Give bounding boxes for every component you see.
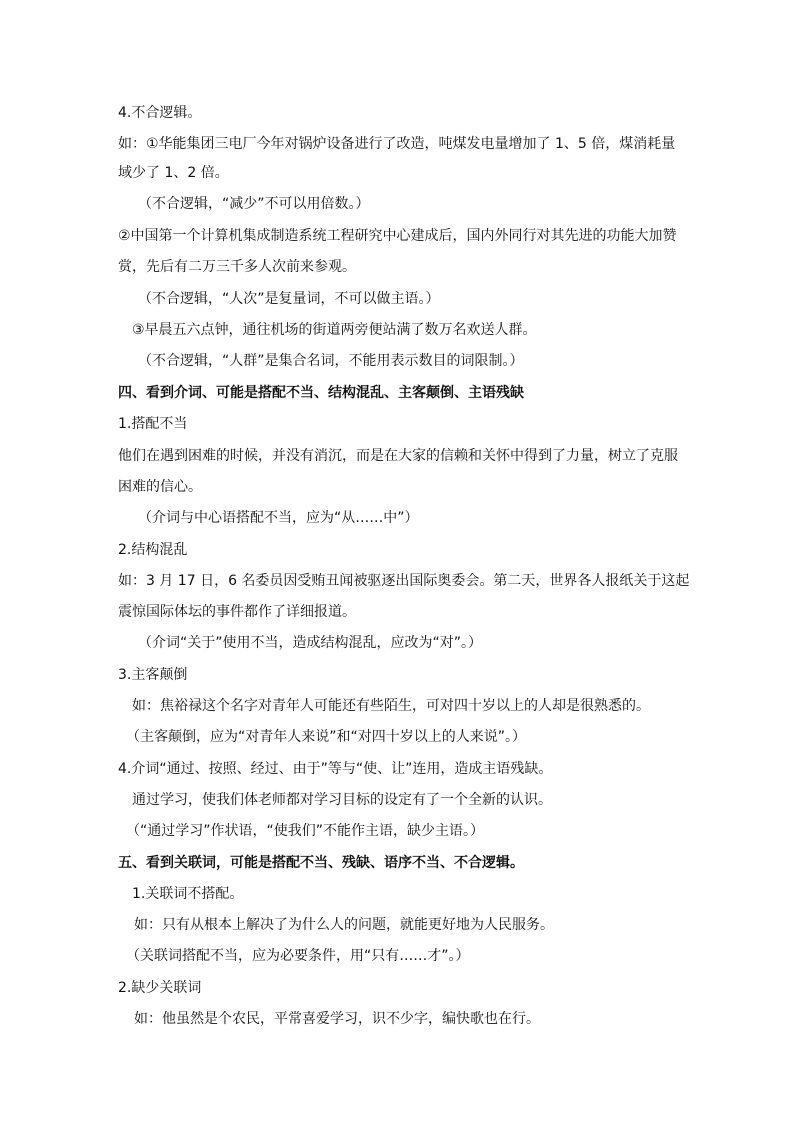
section-heading: 五、看到关联词，可能是搭配不当、残缺、语序不当、不合逻辑。 [118, 855, 524, 871]
example-text: 困难的信心。 [118, 479, 202, 495]
example-text: 如：他虽然是个农民，平常喜爱学习，识不少字，编快歌也在行。 [134, 1011, 540, 1027]
example-text: 他们在遇到困难的时候，并没有消沉，而是在大家的信赖和关怀中得到了力量，树立了克服 [118, 448, 678, 464]
example-text: 如：①华能集团三电厂今年对锅炉设备进行了改造，吨煤发电量增加了 1、5 倍，煤消耗量 [118, 136, 676, 152]
example-text: 通过学习，使我们体老师都对学习目标的设定有了一个全新的认识。 [132, 792, 552, 808]
list-item-heading: 3.主客颠倒 [118, 667, 188, 683]
list-item-heading: 4.介词“通过、按照、经过、由于”等与“使、让”连用，造成主语残缺。 [118, 761, 553, 777]
list-item-heading: 1.搭配不当 [118, 416, 188, 432]
list-item-heading: 2.结构混乱 [118, 542, 188, 558]
list-item-heading: 2.缺少关联词 [118, 980, 202, 996]
example-text: 如：焦裕禄这个名字对青年人可能还有些陌生，可对四十岁以上的人却是很熟悉的。 [132, 698, 650, 714]
explanation-note: （不合逻辑，“减少”不可以用倍数。） [138, 196, 370, 212]
explanation-note: （主客颠倒，应为“对青年人来说”和“对四十岁以上的人来说”。） [126, 729, 527, 745]
example-text: ②中国第一个计算机集成制造系统工程研究中心建成后，国内外同行对其先进的功能大加赞 [118, 228, 677, 244]
section-heading: 四、看到介词、可能是搭配不当、结构混乱、主客颠倒、主语残缺 [118, 385, 524, 401]
example-text: 如：只有从根本上解决了为什么人的问题，就能更好地为人民服务。 [134, 917, 554, 933]
list-item-heading: 4.不合逻辑。 [118, 105, 202, 121]
list-item-heading: 1.关联词不搭配。 [132, 886, 244, 902]
explanation-note: （“通过学习”作状语，“使我们”不能作主语，缺少主语。） [126, 823, 485, 839]
example-text: 如：3 月 17 日，6 名委员因受贿丑闻被驱逐出国际奥委会。第二天，世界各人报纸关于这起 [118, 573, 690, 589]
explanation-note: （介词“关于”使用不当，造成结构混乱，应改为“对”。） [138, 635, 483, 651]
explanation-note: （关联词搭配不当，应为必要条件，用“只有……才”。） [126, 948, 470, 964]
example-text: 震惊国际体坛的事件都作了详细报道。 [118, 604, 356, 620]
example-text: 赏，先后有二万三千多人次前来参观。 [118, 259, 356, 275]
explanation-note: （不合逻辑，“人次”是复量词，不可以做主语。） [138, 291, 440, 307]
explanation-note: （不合逻辑，“人群”是集合名词，不能用表示数目的词限制。） [138, 353, 524, 369]
explanation-note: （介词与中心语搭配不当，应为“从……中”） [138, 510, 419, 526]
example-text: ③早晨五六点钟，通往机场的街道两旁便站满了数万名欢送人群。 [132, 322, 537, 338]
example-text: 域少了 1、2 倍。 [118, 165, 229, 181]
